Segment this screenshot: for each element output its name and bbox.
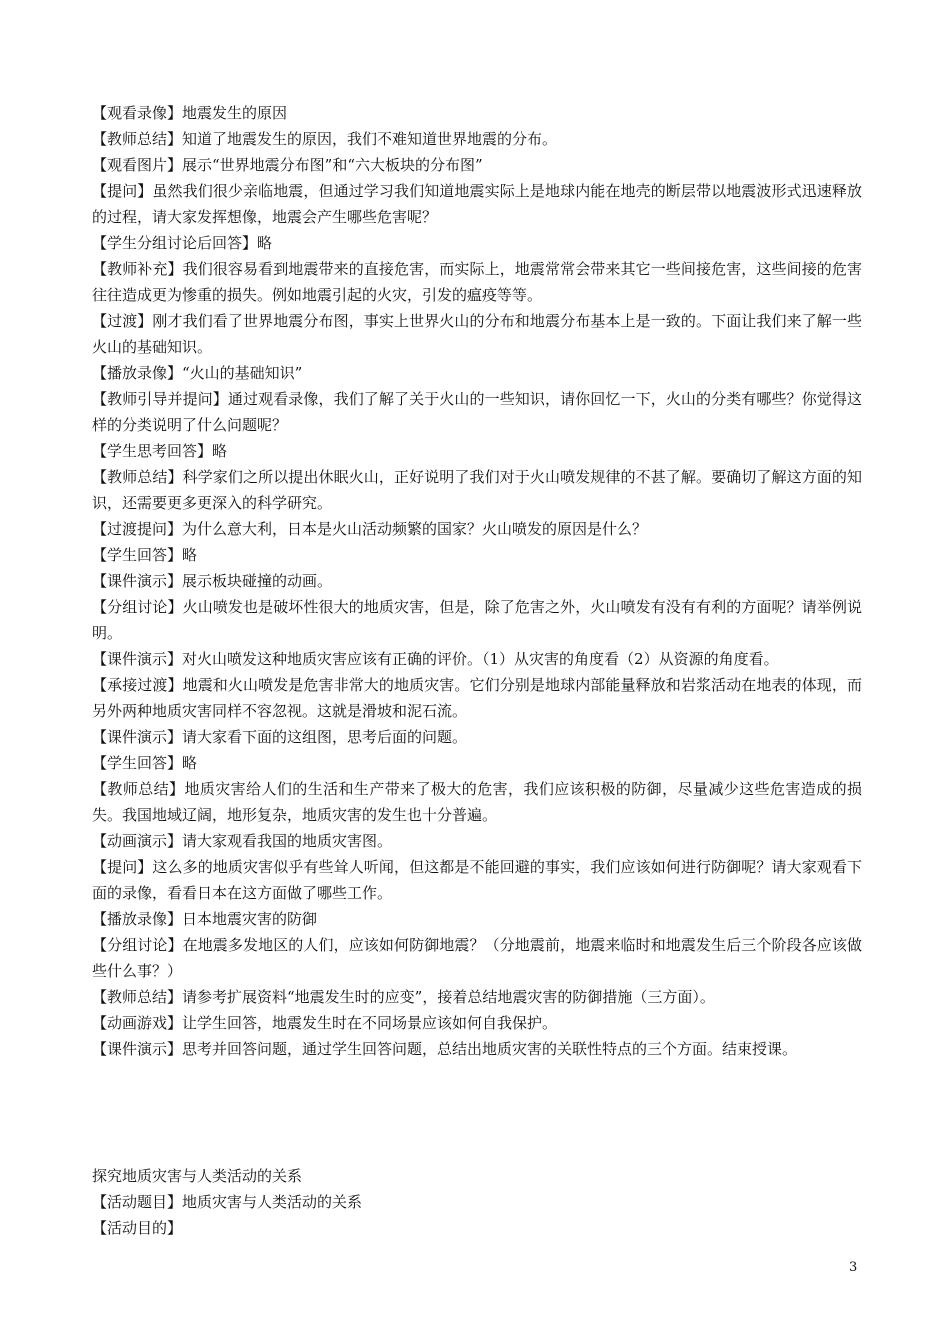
- activity-section: [92, 1163, 862, 1241]
- paragraph: 【过渡】刚才我们看了世界地震分布图，事实上世界火山的分布和地震分布基本上是一致的。下面让我们来了解一些火山的基础知识。: [92, 312, 862, 356]
- paragraph: 【观看录像】地震发生的原因: [92, 104, 288, 122]
- paragraph: 【学生回答】略: [92, 546, 198, 564]
- paragraph: 【课件演示】思考并回答问题，通过学生回答问题，总结出地质灾害的关联性特点的三个方面。结束授课。: [92, 1040, 798, 1058]
- paragraph: 【动画游戏】让学生回答，地震发生时在不同场景应该如何自我保护。: [92, 1014, 558, 1032]
- paragraph: 【教师总结】请参考扩展资料“地震发生时的应变”，接着总结地震灾害的防御措施（三方面）。: [92, 988, 715, 1006]
- paragraph: 【教师总结】知道了地震发生的原因，我们不难知道世界地震的分布。: [92, 130, 558, 148]
- paragraph: 【学生分组讨论后回答】略: [92, 234, 273, 252]
- paragraph: 【承接过渡】地震和火山喷发是危害非常大的地质灾害。它们分别是地球内部能量释放和岩浆活动在地表的体现，而另外两种地质灾害同样不容忽视。这就是滑坡和泥石流。: [92, 676, 862, 720]
- paragraph: 【分组讨论】在地震多发地区的人们，应该如何防御地震？（分地震前，地震来临时和地震发生后三个阶段各应该做些什么事？）: [92, 936, 862, 980]
- paragraph: 【学生思考回答】略: [92, 442, 228, 460]
- paragraph: 【教师总结】地质灾害给人们的生活和生产带来了极大的危害，我们应该积极的防御，尽量减少这些危害造成的损失。我国地域辽阔，地形复杂，地质灾害的发生也十分普遍。: [92, 780, 862, 824]
- paragraph: 【播放录像】“火山的基础知识”: [92, 364, 303, 382]
- paragraph: 【课件演示】展示板块碰撞的动画。: [92, 572, 333, 590]
- page-number: 3: [849, 1260, 858, 1275]
- paragraph: 【过渡提问】为什么意大利，日本是火山活动频繁的国家？火山喷发的原因是什么？: [92, 520, 648, 538]
- lesson-body: [92, 100, 862, 1062]
- paragraph: 【分组讨论】火山喷发也是破坏性很大的地质灾害，但是，除了危害之外，火山喷发有没有有利的方面呢？请举例说明。: [92, 598, 862, 642]
- paragraph: 【动画演示】请大家观看我国的地质灾害图。: [92, 832, 393, 850]
- section-line: 【活动目的】: [92, 1219, 183, 1237]
- section-title: 探究地质灾害与人类活动的关系: [92, 1167, 303, 1185]
- paragraph: 【提问】虽然我们很少亲临地震，但通过学习我们知道地震实际上是地球内能在地壳的断层带以地震波形式迅速释放的过程，请大家发挥想像，地震会产生哪些危害呢？: [92, 182, 862, 226]
- paragraph: 【课件演示】对火山喷发这种地质灾害应该有正确的评价。（1）从灾害的角度看（2）从资源的角度看。: [92, 650, 779, 668]
- paragraph: 【观看图片】展示“世界地震分布图”和“六大板块的分布图”: [92, 156, 483, 174]
- paragraph: 【学生回答】略: [92, 754, 198, 772]
- paragraph: 【教师总结】科学家们之所以提出休眠火山，正好说明了我们对于火山喷发规律的不甚了解。要确切了解这方面的知识，还需要更多更深入的科学研究。: [92, 468, 862, 512]
- paragraph: 【提问】这么多的地质灾害似乎有些耸人听闻，但这都是不能回避的事实，我们应该如何进行防御呢？请大家观看下面的录像，看看日本在这方面做了哪些工作。: [92, 858, 862, 902]
- paragraph: 【课件演示】请大家看下面的这组图，思考后面的问题。: [92, 728, 468, 746]
- paragraph: 【播放录像】日本地震灾害的防御: [92, 910, 318, 928]
- paragraph: 【教师引导并提问】通过观看录像，我们了解了关于火山的一些知识，请你回忆一下，火山的分类有哪些？你觉得这样的分类说明了什么问题呢？: [92, 390, 862, 434]
- section-line: 【活动题目】地质灾害与人类活动的关系: [92, 1193, 363, 1211]
- paragraph: 【教师补充】我们很容易看到地震带来的直接危害，而实际上，地震常常会带来其它一些间接危害，这些间接的危害往往造成更为惨重的损失。例如地震引起的火灾，引发的瘟疫等等。: [92, 260, 862, 304]
